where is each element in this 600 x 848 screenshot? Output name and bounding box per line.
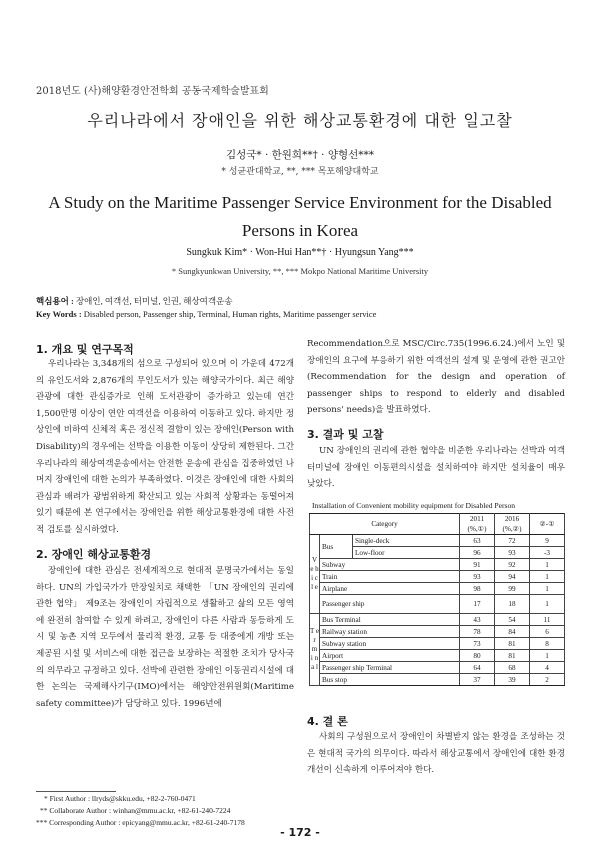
table-row (310, 638, 565, 650)
cell-2011: 64 (460, 662, 495, 674)
table-row (310, 614, 565, 626)
cell-2011: 63 (460, 535, 495, 547)
table-row (310, 650, 565, 662)
cell-2011: 80 (460, 650, 495, 662)
korean-affiliations: * 성균관대학교, **, *** 목포해양대학교 (221, 167, 379, 177)
korean-title: 우리나라에서 장애인을 위한 해상교통환경에 대한 일고찰 (87, 111, 513, 130)
table-row (310, 559, 565, 571)
conference-header: 2018년도 (사)해양환경안전학회 공동국제학술발표회 (36, 86, 269, 97)
english-title-line2: Persons in Korea (241, 221, 359, 240)
cell-diff: 2 (530, 674, 565, 686)
cell-diff: 1 (530, 583, 565, 595)
cell-2016: 94 (495, 571, 530, 583)
row-label: Subway (320, 559, 460, 571)
row-label: Low-floor (353, 547, 460, 559)
row-label: Train (320, 571, 460, 583)
english-title (0, 189, 600, 245)
table-row (310, 583, 565, 595)
terminal-group-label: T e r m i n a l (310, 614, 320, 686)
page-number: - 172 - (280, 826, 320, 839)
cell-2016: 81 (495, 650, 530, 662)
cell-2011: 43 (460, 614, 495, 626)
cell-2016: 18 (495, 595, 530, 614)
cell-2016: 92 (495, 559, 530, 571)
cell-2011: 98 (460, 583, 495, 595)
cell-2011: 91 (460, 559, 495, 571)
cell-2016: 81 (495, 638, 530, 650)
bus-group-label: Bus (320, 535, 353, 559)
table-row (310, 626, 565, 638)
cell-diff: 8 (530, 638, 565, 650)
section-4-paragraph: 사회의 구성원으로서 장애인이 차별받지 않는 환경을 조성하는 것은 현대적 국가의 의무이다. 따라서 해상교통에서 장애인에 대한 환경개선이 신속하게 이루어져야 한다. (307, 732, 565, 776)
keywords-en (36, 309, 376, 319)
table-row (310, 571, 565, 583)
section-3-title: 3. 결과 및 고찰 (307, 428, 384, 441)
keywords-en-text: Disabled person, Passenger ship, Terminal, Human rights, Maritime passenger service (81, 309, 377, 319)
table-row (310, 595, 565, 614)
cell-2011: 17 (460, 595, 495, 614)
section-4-title: 4. 결 론 (307, 715, 348, 728)
cell-2011: 73 (460, 638, 495, 650)
row-label: Passenger ship (320, 595, 460, 614)
cell-2016: 54 (495, 614, 530, 626)
keywords-ko-text: 장애인, 여객선, 터미널, 인권, 해상여객운송 (73, 296, 233, 306)
korean-authors: 김성국* · 한원희**† · 양형선*** (225, 149, 375, 161)
cell-diff: 1 (530, 571, 565, 583)
cell-2011: 37 (460, 674, 495, 686)
cell-diff: 9 (530, 535, 565, 547)
row-label: Single-deck (353, 535, 460, 547)
english-title-line1: A Study on the Maritime Passenger Service Environment for the Disabled (48, 193, 552, 212)
section-3-paragraph: UN 장애인의 권리에 관한 협약을 비준한 우리나라는 선박과 여객터미널에 장애인 이동편의시설을 설치하여야 하지만 설치율이 매우 낮았다. (307, 446, 565, 490)
table-row (310, 674, 565, 686)
cell-2011: 78 (460, 626, 495, 638)
cell-diff: 4 (530, 662, 565, 674)
section-2-paragraph-continued: Recommendation으로 MSC/Circ.735(1996.6.24.)에서 노인 및 장애인의 요구에 부응하기 위한 여객선의 설계 및 운영에 관한 권고안(Recommendation for the design and operation of passenger ships to respond to elderly and disabled persons' needs)을 발표하였다. (307, 339, 565, 416)
section-2-paragraph: 장애인에 대한 관심은 전세계적으로 현대적 문명국가에서는 동일하다. UN의 가입국가가 만장일치로 채택한 「UN 장애인의 권리에 관한 협약」 제9조는 장애인이 자립적으로 생활하고 삶의 모든 영역에 완전히 참여할 수 있게 하려고, 장애인이 다른 사람과 동등하게 도시 및 농촌 지역 모두에서 물리적 환경, 교통 등 대중에게 개방 또는 제공된 시설 및 서비스에 대한 접근을 보장하는 적절한 조치가 당사국의 의무라고 규정하고 있다. 선박에 관련한 장애인 이동권리시설에 대한 논의는 국제해사기구(IMO)에서는 해양안전위원회(Maritime safety committee)가 담당하고 있다. 1996년에 (36, 566, 294, 709)
cell-2016: 93 (495, 547, 530, 559)
keywords-ko (36, 295, 233, 307)
cell-2016: 99 (495, 583, 530, 595)
table-row (310, 535, 565, 547)
footnote-first-author: * First Author : llryds@skku.edu, +82-2-760-0471 (44, 794, 196, 803)
cell-diff: 1 (530, 595, 565, 614)
english-affiliations: * Sungkyunkwan University, **, *** Mokpo National Maritime University (171, 266, 429, 276)
section-1-title: 1. 개요 및 연구목적 (36, 343, 134, 356)
table-row (310, 662, 565, 674)
row-label: Airport (320, 650, 460, 662)
section-2-title: 2. 장애인 해상교통환경 (36, 548, 152, 561)
english-authors: Sungkuk Kim* · Won-Hui Han**† · Hyungsun Yang*** (186, 247, 414, 258)
vehicle-group-label: V e h i c l e (310, 535, 320, 614)
header-category: Category (310, 514, 460, 535)
footnote-rule (36, 791, 116, 792)
cell-diff: 1 (530, 559, 565, 571)
section-1-paragraph: 우리나라는 3,348개의 섬으로 구성되어 있으며 이 가운데 472개의 유인도서와 2,876개의 무인도서가 있는 해양국가이다. 최근 해양관광에 대한 관심증가로 인해 도서관광이 증가하고 있는데 연간 1,500만명 이상이 연안 여객선을 이용하여 이동하고 있다. 하지만 정상인에 비하여 신체적 혹은 정신적 결함이 있는 장애인(Person with Disability)의 경우에는 선박을 이용한 이동이 상당히 제한된다. 그간 우리나라의 해상여객운송에서는 안전한 운송에 관심을 집중하였던 나머지 장애인에 대한 논의가 부족하였다. 이것은 장애인에 대한 사회의 관심과 배려가 광범위하게 확산되고 있는 사회적 상황과는 동떨어져 있기 때문에 본 연구에서는 장애인을 위한 해상교통환경에 대한 사전적 검토를 실시하였다. (36, 359, 294, 535)
cell-diff: 6 (530, 626, 565, 638)
footnote-collaborate-author: ** Collaborate Author : winhan@mmu.ac.kr, +82-61-240-7224 (40, 806, 231, 815)
cell-2016: 68 (495, 662, 530, 674)
row-label: Subway station (320, 638, 460, 650)
cell-2016: 84 (495, 626, 530, 638)
cell-diff: 1 (530, 650, 565, 662)
keywords-en-label: Key Words : (36, 309, 82, 319)
row-label: Bus stop (320, 674, 460, 686)
header-diff: ②-① (530, 514, 565, 535)
cell-diff: -3 (530, 547, 565, 559)
table-caption: Installation of Convenient mobility equipment for Disabled Person (312, 501, 516, 510)
header-2016: 2016 (%,②) (495, 514, 530, 535)
cell-diff: 11 (530, 614, 565, 626)
row-label: Railway station (320, 626, 460, 638)
header-2011: 2011 (%,①) (460, 514, 495, 535)
row-label: Passenger ship Terminal (320, 662, 460, 674)
row-label: Bus Terminal (320, 614, 460, 626)
footnotes (36, 793, 245, 829)
cell-2011: 93 (460, 571, 495, 583)
row-label: Airplane (320, 583, 460, 595)
keywords-ko-label: 핵심용어 : (36, 296, 74, 306)
cell-2011: 96 (460, 547, 495, 559)
cell-2016: 39 (495, 674, 530, 686)
cell-2016: 72 (495, 535, 530, 547)
footnote-corresponding-author: *** Corresponding Author : epicyang@mmu.ac.kr, +82-61-240-7178 (36, 818, 245, 827)
mobility-equipment-table (309, 513, 565, 686)
